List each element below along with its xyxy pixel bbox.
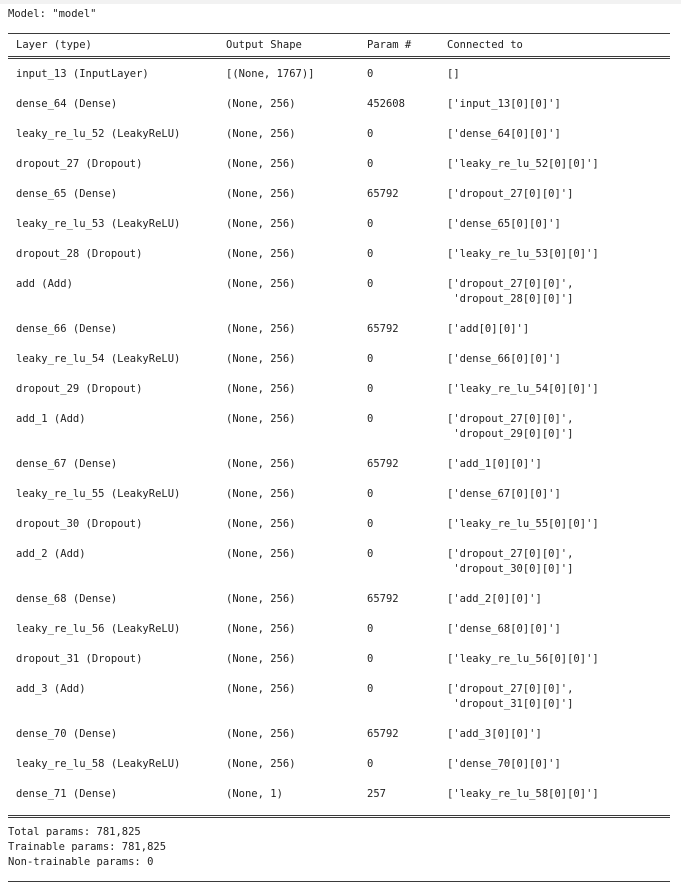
- connected-to-cell: ['leaky_re_lu_54[0][0]']: [447, 383, 599, 395]
- table-row: [0, 592, 681, 607]
- table-header: [0, 38, 681, 52]
- connected-to-cell: ['dense_68[0][0]']: [447, 623, 561, 635]
- connected-to-cell: ['add_1[0][0]']: [447, 458, 542, 470]
- summary-bottom-rule: [8, 881, 670, 882]
- layer-name-cell: dense_66 (Dense): [16, 323, 118, 335]
- layer-name-cell: dense_65 (Dense): [16, 188, 118, 200]
- param-count-cell: 0: [367, 218, 374, 230]
- connected-to-cell: ['dense_64[0][0]']: [447, 128, 561, 140]
- layer-name-cell: add_1 (Add): [16, 413, 86, 425]
- column-header-param-count: Param #: [367, 39, 412, 51]
- table-row: [0, 127, 681, 142]
- param-count-cell: 0: [367, 548, 374, 560]
- output-shape-cell: (None, 256): [226, 278, 296, 290]
- table-row: [0, 787, 681, 802]
- layer-name-cell: dropout_30 (Dropout): [16, 518, 143, 530]
- layer-name-cell: leaky_re_lu_58 (LeakyReLU): [16, 758, 181, 770]
- param-count-cell: 0: [367, 353, 374, 365]
- summary-double-rule: [8, 815, 670, 818]
- layer-name-cell: dropout_29 (Dropout): [16, 383, 143, 395]
- output-shape-cell: (None, 1): [226, 788, 283, 800]
- output-shape-cell: (None, 256): [226, 728, 296, 740]
- column-header-layer: Layer (type): [16, 39, 92, 51]
- layer-name-cell: dense_71 (Dense): [16, 788, 118, 800]
- param-count-cell: 0: [367, 278, 374, 290]
- param-count-cell: 0: [367, 758, 374, 770]
- connected-to-cell: ['add[0][0]']: [447, 323, 530, 335]
- layer-name-cell: add_2 (Add): [16, 548, 86, 560]
- output-shape-cell: (None, 256): [226, 98, 296, 110]
- connected-to-cell: ['input_13[0][0]']: [447, 98, 561, 110]
- connected-to-cell: ['leaky_re_lu_56[0][0]']: [447, 653, 599, 665]
- connected-to-cell: 'dropout_29[0][0]']: [447, 428, 574, 440]
- param-count-cell: 0: [367, 653, 374, 665]
- output-shape-cell: (None, 256): [226, 518, 296, 530]
- table-row: [0, 157, 681, 172]
- output-shape-cell: (None, 256): [226, 623, 296, 635]
- output-shape-cell: (None, 256): [226, 653, 296, 665]
- connected-to-cell: ['dense_67[0][0]']: [447, 488, 561, 500]
- output-shape-cell: (None, 256): [226, 353, 296, 365]
- output-shape-cell: (None, 256): [226, 248, 296, 260]
- param-count-cell: 65792: [367, 593, 399, 605]
- connected-to-cell: ['dense_66[0][0]']: [447, 353, 561, 365]
- layer-name-cell: dense_67 (Dense): [16, 458, 118, 470]
- output-shape-cell: (None, 256): [226, 323, 296, 335]
- layer-name-cell: input_13 (InputLayer): [16, 68, 149, 80]
- connected-to-cell: ['dense_70[0][0]']: [447, 758, 561, 770]
- param-count-cell: 65792: [367, 728, 399, 740]
- table-row: [0, 217, 681, 232]
- connected-to-cell: ['leaky_re_lu_55[0][0]']: [447, 518, 599, 530]
- non-trainable-params: Non-trainable params: 0: [8, 856, 154, 868]
- layer-name-cell: leaky_re_lu_56 (LeakyReLU): [16, 623, 181, 635]
- param-count-cell: 0: [367, 413, 374, 425]
- connected-to-cell: ['dropout_27[0][0]',: [447, 548, 574, 560]
- layer-name-cell: leaky_re_lu_52 (LeakyReLU): [16, 128, 181, 140]
- header-double-rule: [8, 56, 670, 59]
- total-params: Total params: 781,825: [8, 826, 141, 838]
- output-shape-cell: (None, 256): [226, 413, 296, 425]
- output-shape-cell: (None, 256): [226, 218, 296, 230]
- output-shape-cell: (None, 256): [226, 458, 296, 470]
- column-header-connected-to: Connected to: [447, 39, 523, 51]
- param-count-cell: 0: [367, 623, 374, 635]
- param-count-cell: 65792: [367, 323, 399, 335]
- layer-name-cell: dropout_31 (Dropout): [16, 653, 143, 665]
- layer-name-cell: dense_64 (Dense): [16, 98, 118, 110]
- connected-to-cell: ['leaky_re_lu_53[0][0]']: [447, 248, 599, 260]
- output-shape-cell: (None, 256): [226, 158, 296, 170]
- header-top-rule: [8, 33, 670, 34]
- param-count-cell: 65792: [367, 458, 399, 470]
- layer-name-cell: dropout_28 (Dropout): [16, 248, 143, 260]
- connected-to-cell: []: [447, 68, 460, 80]
- table-row: [0, 547, 681, 577]
- table-row: [0, 457, 681, 472]
- table-row: [0, 247, 681, 262]
- connected-to-cell: ['leaky_re_lu_58[0][0]']: [447, 788, 599, 800]
- param-count-cell: 0: [367, 248, 374, 260]
- output-shape-cell: [(None, 1767)]: [226, 68, 315, 80]
- param-count-cell: 452608: [367, 98, 405, 110]
- table-row: [0, 757, 681, 772]
- connected-to-cell: ['dropout_27[0][0]']: [447, 188, 574, 200]
- trainable-params: Trainable params: 781,825: [8, 841, 167, 853]
- output-shape-cell: (None, 256): [226, 683, 296, 695]
- table-row: [0, 487, 681, 502]
- layer-name-cell: add (Add): [16, 278, 73, 290]
- layer-name-cell: leaky_re_lu_55 (LeakyReLU): [16, 488, 181, 500]
- table-row: [0, 97, 681, 112]
- output-shape-cell: (None, 256): [226, 593, 296, 605]
- layer-name-cell: dense_68 (Dense): [16, 593, 118, 605]
- table-row: [0, 187, 681, 202]
- connected-to-cell: 'dropout_31[0][0]']: [447, 698, 574, 710]
- param-count-cell: 0: [367, 128, 374, 140]
- table-row: [0, 517, 681, 532]
- table-row: [0, 727, 681, 742]
- connected-to-cell: ['add_3[0][0]']: [447, 728, 542, 740]
- table-row: [0, 682, 681, 712]
- output-shape-cell: (None, 256): [226, 128, 296, 140]
- param-count-cell: 257: [367, 788, 386, 800]
- connected-to-cell: ['leaky_re_lu_52[0][0]']: [447, 158, 599, 170]
- connected-to-cell: ['dropout_27[0][0]',: [447, 278, 574, 290]
- table-row: [0, 652, 681, 667]
- connected-to-cell: ['dropout_27[0][0]',: [447, 683, 574, 695]
- output-shape-cell: (None, 256): [226, 758, 296, 770]
- param-count-cell: 0: [367, 68, 374, 80]
- layer-name-cell: leaky_re_lu_53 (LeakyReLU): [16, 218, 181, 230]
- connected-to-cell: 'dropout_28[0][0]']: [447, 293, 574, 305]
- output-shape-cell: (None, 256): [226, 488, 296, 500]
- param-count-cell: 0: [367, 518, 374, 530]
- param-count-cell: 65792: [367, 188, 399, 200]
- table-row: [0, 322, 681, 337]
- table-row: [0, 67, 681, 82]
- param-count-cell: 0: [367, 683, 374, 695]
- output-shape-cell: (None, 256): [226, 188, 296, 200]
- layer-name-cell: add_3 (Add): [16, 683, 86, 695]
- model-title: Model: "model": [8, 8, 97, 20]
- connected-to-cell: ['dense_65[0][0]']: [447, 218, 561, 230]
- layer-name-cell: leaky_re_lu_54 (LeakyReLU): [16, 353, 181, 365]
- output-shape-cell: (None, 256): [226, 383, 296, 395]
- connected-to-cell: ['dropout_27[0][0]',: [447, 413, 574, 425]
- layer-name-cell: dropout_27 (Dropout): [16, 158, 143, 170]
- param-count-cell: 0: [367, 488, 374, 500]
- layer-name-cell: dense_70 (Dense): [16, 728, 118, 740]
- table-row: [0, 352, 681, 367]
- connected-to-cell: ['add_2[0][0]']: [447, 593, 542, 605]
- table-row: [0, 382, 681, 397]
- output-top-border: [0, 0, 681, 4]
- table-row: [0, 622, 681, 637]
- output-shape-cell: (None, 256): [226, 548, 296, 560]
- param-count-cell: 0: [367, 383, 374, 395]
- connected-to-cell: 'dropout_30[0][0]']: [447, 563, 574, 575]
- table-row: [0, 277, 681, 307]
- column-header-output-shape: Output Shape: [226, 39, 302, 51]
- param-count-cell: 0: [367, 158, 374, 170]
- table-row: [0, 412, 681, 442]
